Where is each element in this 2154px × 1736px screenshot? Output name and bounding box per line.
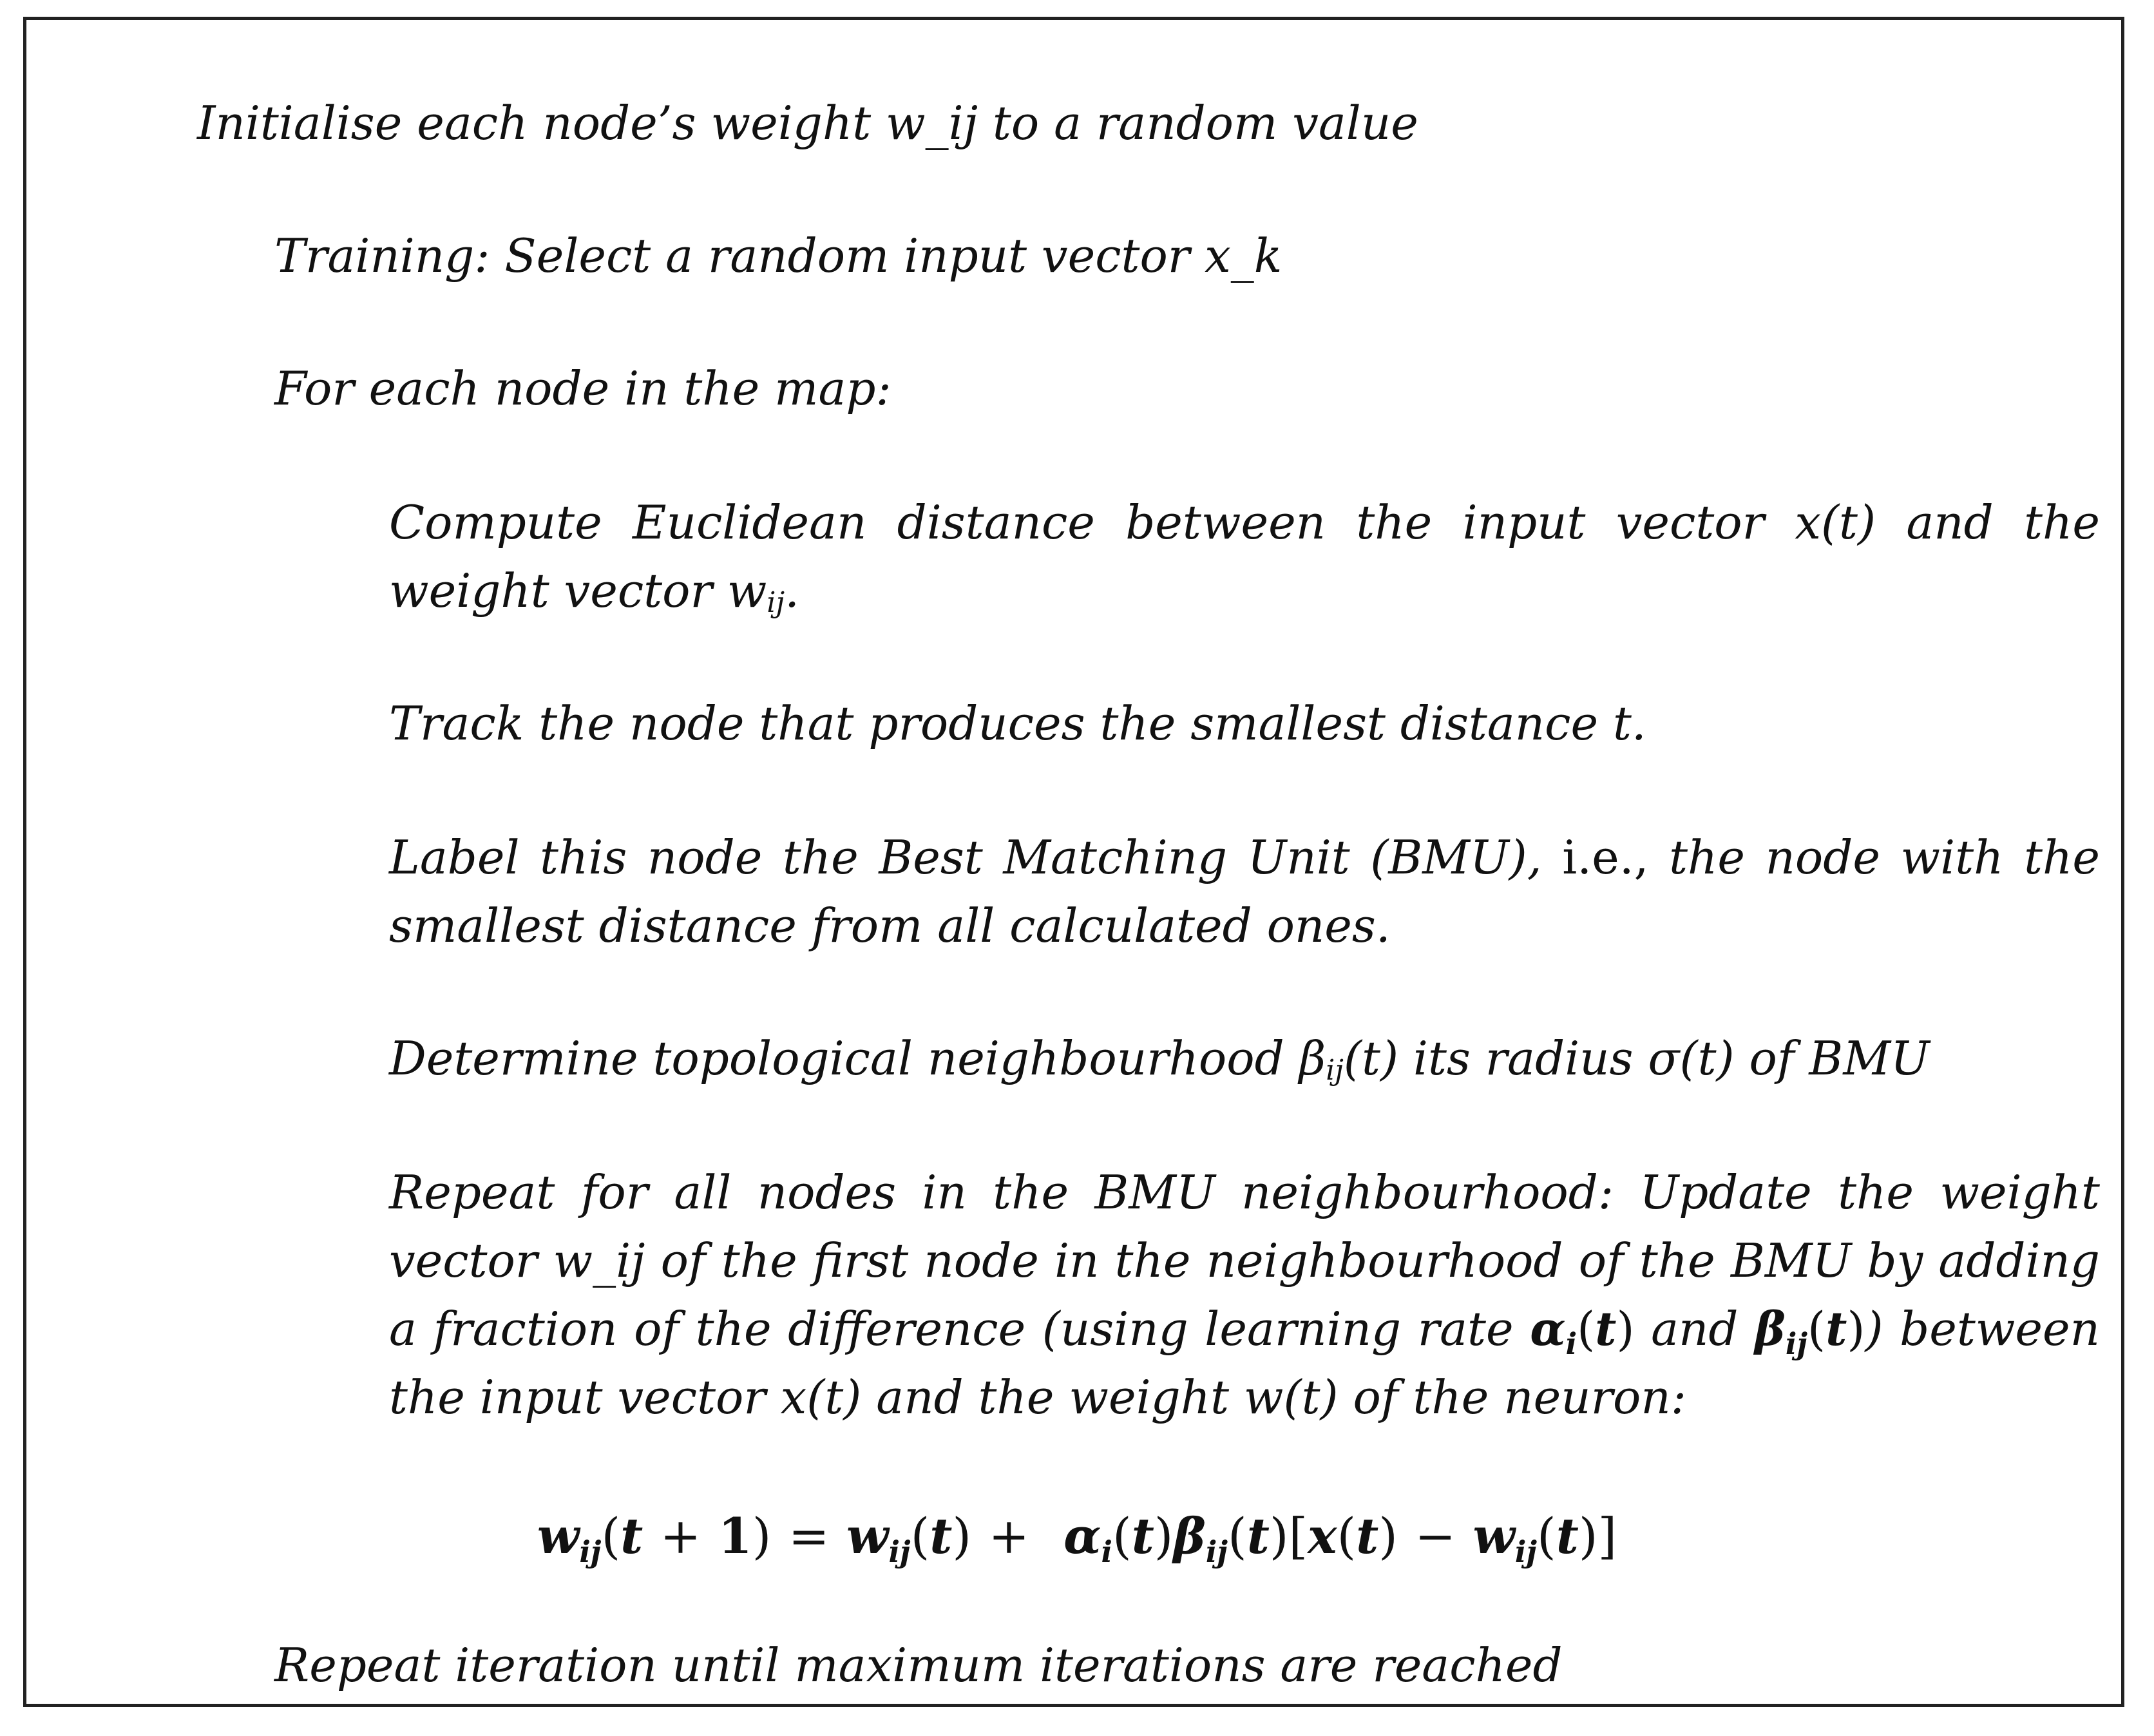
step-label-bmu: [389, 823, 2100, 960]
compute-end: .: [785, 564, 799, 618]
step-for-each-node: For each node in the map:: [274, 361, 891, 415]
determine-subscript: ij: [1326, 1054, 1344, 1087]
label-text-a: Label this node the Best Matching Unit (BMU),: [389, 830, 1563, 884]
determine-text-a: Determine topological neighbourhood β: [389, 1031, 1326, 1085]
repeat-text-b: ) between the input vector x(t) and the weight w(t) of the neuron:: [389, 1302, 2101, 1424]
step-compute-distance: [389, 488, 2100, 625]
alpha-symbol: $\alpha_i(t)$: [1530, 1301, 1635, 1361]
step-repeat-update: [389, 1158, 2100, 1431]
label-ie: i.e.,: [1562, 830, 1649, 884]
step-determine-neighbourhood: [389, 1024, 1930, 1092]
beta-symbol: $\beta_{ij}(t)$: [1755, 1301, 1865, 1361]
repeat-and: and: [1634, 1302, 1755, 1356]
compute-w: w: [727, 564, 767, 618]
label-text-b: the node with the smallest distance from all calculated ones.: [389, 830, 2100, 953]
step-training: Training: Select a random input vector x_k: [274, 229, 1282, 283]
step-repeat-iteration: Repeat iteration until maximum iterations are reached: [274, 1638, 1563, 1692]
update-formula: $w_{ij}(t + 1) = w_{ij}(t) + \alpha_i(t)\beta_{ij}(t)[x(t) - w_{ij}(t)]$: [537, 1507, 1617, 1569]
compute-text: Compute Euclidean distance between the input vector x(t) and the weight vector: [389, 495, 2100, 618]
repeat-text-a: Repeat for all nodes in the BMU neighbourhood: Update the weight vector w_ij of the first node in the neighbourhood of the BMU by adding a fraction of the difference (using learning rate: [389, 1165, 2100, 1356]
compute-w-subscript: ij: [767, 586, 785, 619]
determine-text-b: (t) its radius σ(t) of BMU: [1343, 1031, 1930, 1085]
step-track-node: Track the node that produces the smallest distance t.: [389, 696, 1646, 750]
step-initialise: Initialise each node’s weight w_ij to a random value: [197, 96, 1418, 150]
